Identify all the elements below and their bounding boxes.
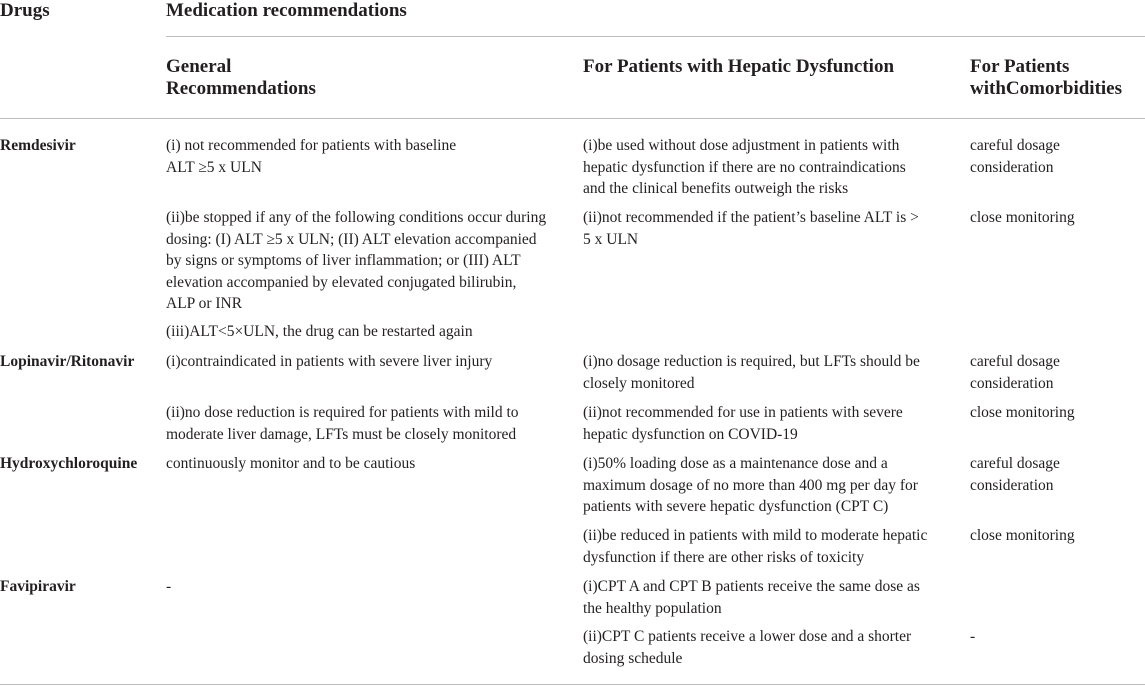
lopinavir-comorbid-2: close monitoring [970, 404, 1075, 421]
table-bottom-rule [0, 684, 1145, 685]
drug-lopinavir-ritonavir: Lopinavir/Ritonavir [0, 353, 135, 370]
header-drugs: Drugs [0, 0, 50, 21]
drug-remdesivir: Remdesivir [0, 137, 76, 154]
hydroxychloroquine-comorbid-2: close monitoring [970, 527, 1075, 544]
remdesivir-general-1: (i) not recommended for patients with baseline ALT ≥5 x ULN [166, 137, 457, 176]
lopinavir-general-1: (i)contraindicated in patients with severe liver injury [166, 353, 493, 370]
favipiravir-comorbid-2: - [970, 628, 976, 645]
header-medication-recommendations: Medication recommendations [166, 0, 407, 21]
remdesivir-hepatic-2: (ii)not recommended if the patient’s baseline ALT is > 5 x ULN [583, 209, 919, 248]
hydroxychloroquine-hepatic-2: (ii)be reduced in patients with mild to moderate hepatic dysfunction if there are other risks of toxicity [583, 527, 928, 566]
lopinavir-comorbid-1: careful dosage consideration [970, 353, 1060, 392]
favipiravir-hepatic-1: (i)CPT A and CPT B patients receive the same dose as the healthy population [583, 578, 920, 617]
favipiravir-hepatic-2: (ii)CPT C patients receive a lower dose and a shorter dosing schedule [583, 628, 912, 667]
header-general-recommendations: General Recommendations [166, 56, 316, 99]
remdesivir-hepatic-1: (i)be used without dose adjustment in patients with hepatic dysfunction if there are no contraindications and the clinical benefits outweigh the risks [583, 137, 906, 197]
hydroxychloroquine-hepatic-1: (i)50% loading dose as a maintenance dose and a maximum dosage of no more than 400 mg per day for patients with severe hepatic dysfunction (CPT C) [583, 455, 918, 515]
remdesivir-comorbid-1: careful dosage consideration [970, 137, 1060, 176]
lopinavir-general-2: (ii)no dose reduction is required for patients with mild to moderate liver damage, LFTs must be closely monitored [166, 404, 519, 443]
header-hepatic-dysfunction: For Patients with Hepatic Dysfunction [583, 56, 895, 77]
remdesivir-general-3: (iii)ALT<5×ULN, the drug can be restarted again [166, 323, 473, 340]
header-bottom-rule [0, 118, 1145, 119]
lopinavir-hepatic-2: (ii)not recommended for use in patients with severe hepatic dysfunction on COVID-19 [583, 404, 903, 443]
remdesivir-general-2: (ii)be stopped if any of the following conditions occur during dosing: (I) ALT ≥5 x ULN; (II) ALT elevation accompanied by signs or symptoms of liver inflammation; or (III) ALT elevation accompanied by elevated conjugated bilirubin, ALP or INR [166, 209, 547, 312]
remdesivir-comorbid-2: close monitoring [970, 209, 1075, 226]
drug-hydroxychloroquine: Hydroxychloroquine [0, 455, 138, 472]
drug-favipiravir: Favipiravir [0, 578, 76, 595]
favipiravir-general-1: - [166, 578, 172, 595]
hydroxychloroquine-general-1: continuously monitor and to be cautious [166, 455, 416, 472]
header-divider [166, 36, 1145, 37]
lopinavir-hepatic-1: (i)no dosage reduction is required, but LFTs should be closely monitored [583, 353, 920, 392]
header-comorbidities: For Patients withComorbidities [970, 56, 1122, 99]
hydroxychloroquine-comorbid-1: careful dosage consideration [970, 455, 1060, 494]
